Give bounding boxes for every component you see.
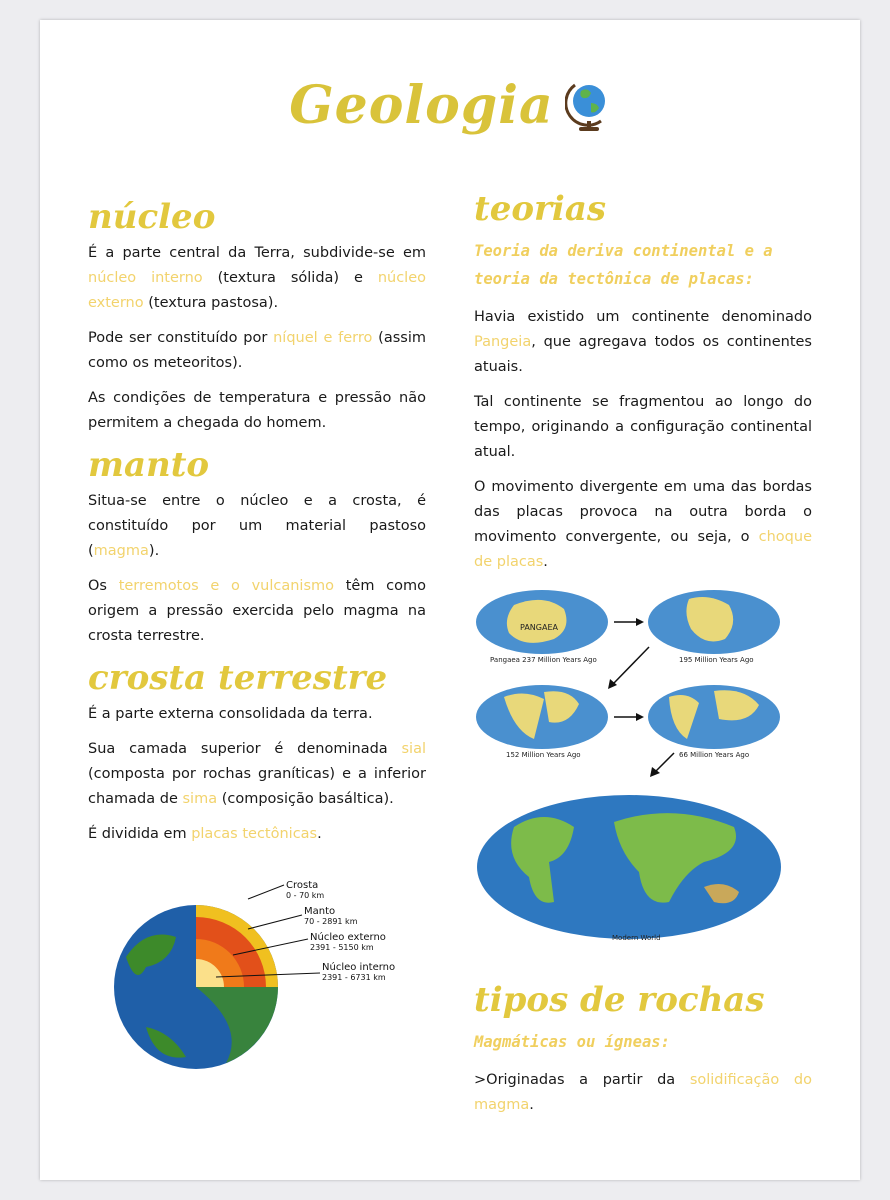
heading-tipos-rochas: tipos de rochas xyxy=(474,980,765,1021)
label-nucleo-interno: Núcleo interno 2391 - 6731 km xyxy=(322,962,396,983)
highlight-sial: sial xyxy=(401,741,426,758)
label-crosta: Crosta 0 - 70 km xyxy=(286,880,325,901)
section-teorias xyxy=(474,190,812,575)
globe-icon xyxy=(565,77,611,135)
earth-layers-illustration xyxy=(88,877,426,1077)
map-caption-237: Pangaea 237 Million Years Ago xyxy=(490,656,597,665)
right-column xyxy=(474,190,812,1128)
section-manto xyxy=(88,446,426,649)
highlight-magma: magma xyxy=(93,543,149,560)
nucleo-paragraph-2: Pode ser constituído por níquel e ferro (assim como os meteoritos). xyxy=(88,330,426,372)
manto-paragraph-2: Os terremotos e o vulcanismo têm como origem a pressão exercida pelo magma na crosta terrestre. xyxy=(88,578,427,645)
subheading-deriva-continental: Teoria da deriva continental e a teoria da tectônica de placas: xyxy=(474,242,773,289)
teorias-paragraph-1: Havia existido um continente denominado Pangeia, que agregava todos os continentes atuais. xyxy=(474,309,812,376)
document-page xyxy=(40,20,860,1180)
map-caption-152: 152 Million Years Ago xyxy=(506,751,581,760)
title-area xyxy=(40,75,860,136)
map-caption-195: 195 Million Years Ago xyxy=(679,656,754,665)
heading-manto: manto xyxy=(88,445,210,486)
teorias-paragraph-3: O movimento divergente em uma das bordas das placas provoca na outra borda o movimento convergente, ou seja, o choque de placas. xyxy=(474,479,812,571)
heading-nucleo: núcleo xyxy=(88,197,216,237)
map-caption-modern: Modern World xyxy=(612,934,661,943)
highlight-placas: placas tectônicas xyxy=(191,826,318,843)
manto-paragraph-1: Situa-se entre o núcleo e a crosta, é constituído por um material pastoso (magma). xyxy=(88,493,426,560)
highlight-niquel-ferro: níquel e ferro xyxy=(273,330,373,347)
label-nucleo-externo: Núcleo externo 2391 - 5150 km xyxy=(310,932,386,953)
drift-maps-image xyxy=(474,587,784,947)
crosta-paragraph-2: Sua camada superior é denominada sial (composta por rochas graníticas) e a inferior chamada de sima (composição basáltica). xyxy=(88,741,426,808)
subheading-magmaticas: Magmáticas ou ígneas: xyxy=(474,1033,670,1052)
highlight-nucleo-externo: núcleo externo xyxy=(88,270,426,312)
nucleo-paragraph-1: É a parte central da Terra, subdivide-se em núcleo interno (textura sólida) e núcleo externo (textura pastosa). xyxy=(88,245,426,312)
map-caption-66: 66 Million Years Ago xyxy=(679,751,750,760)
heading-teorias: teorias xyxy=(474,189,607,229)
highlight-sima: sima xyxy=(182,791,218,808)
section-tipos-rochas xyxy=(474,981,812,1118)
continental-drift-maps xyxy=(474,587,784,947)
page-title: Geologia xyxy=(289,75,554,136)
highlight-choque-placas: choque de placas xyxy=(474,529,812,571)
highlight-pangeia: Pangeia xyxy=(474,334,532,351)
section-nucleo xyxy=(88,198,426,436)
highlight-terremotos: terremotos e o vulcanismo xyxy=(118,578,335,595)
heading-crosta: crosta terrestre xyxy=(88,658,388,699)
teorias-paragraph-2: Tal continente se fragmentou ao longo do tempo, originando a configuração continental atual. xyxy=(474,394,812,461)
crosta-paragraph-1: É a parte externa consolidada da terra. xyxy=(88,706,373,723)
pangaea-label: PANGAEA xyxy=(520,623,558,633)
highlight-solidificacao: solidificação do magma xyxy=(474,1072,812,1114)
section-crosta xyxy=(88,659,426,847)
crosta-paragraph-3: É dividida em placas tectônicas. xyxy=(88,826,322,843)
nucleo-paragraph-3: As condições de temperatura e pressão não permitem a chegada do homem. xyxy=(88,390,426,432)
label-manto: Manto 70 - 2891 km xyxy=(304,906,358,927)
left-column xyxy=(88,198,426,1077)
highlight-nucleo-interno: núcleo interno xyxy=(88,270,203,287)
rochas-paragraph-1: >Originadas a partir da solidificação do magma. xyxy=(474,1072,812,1114)
